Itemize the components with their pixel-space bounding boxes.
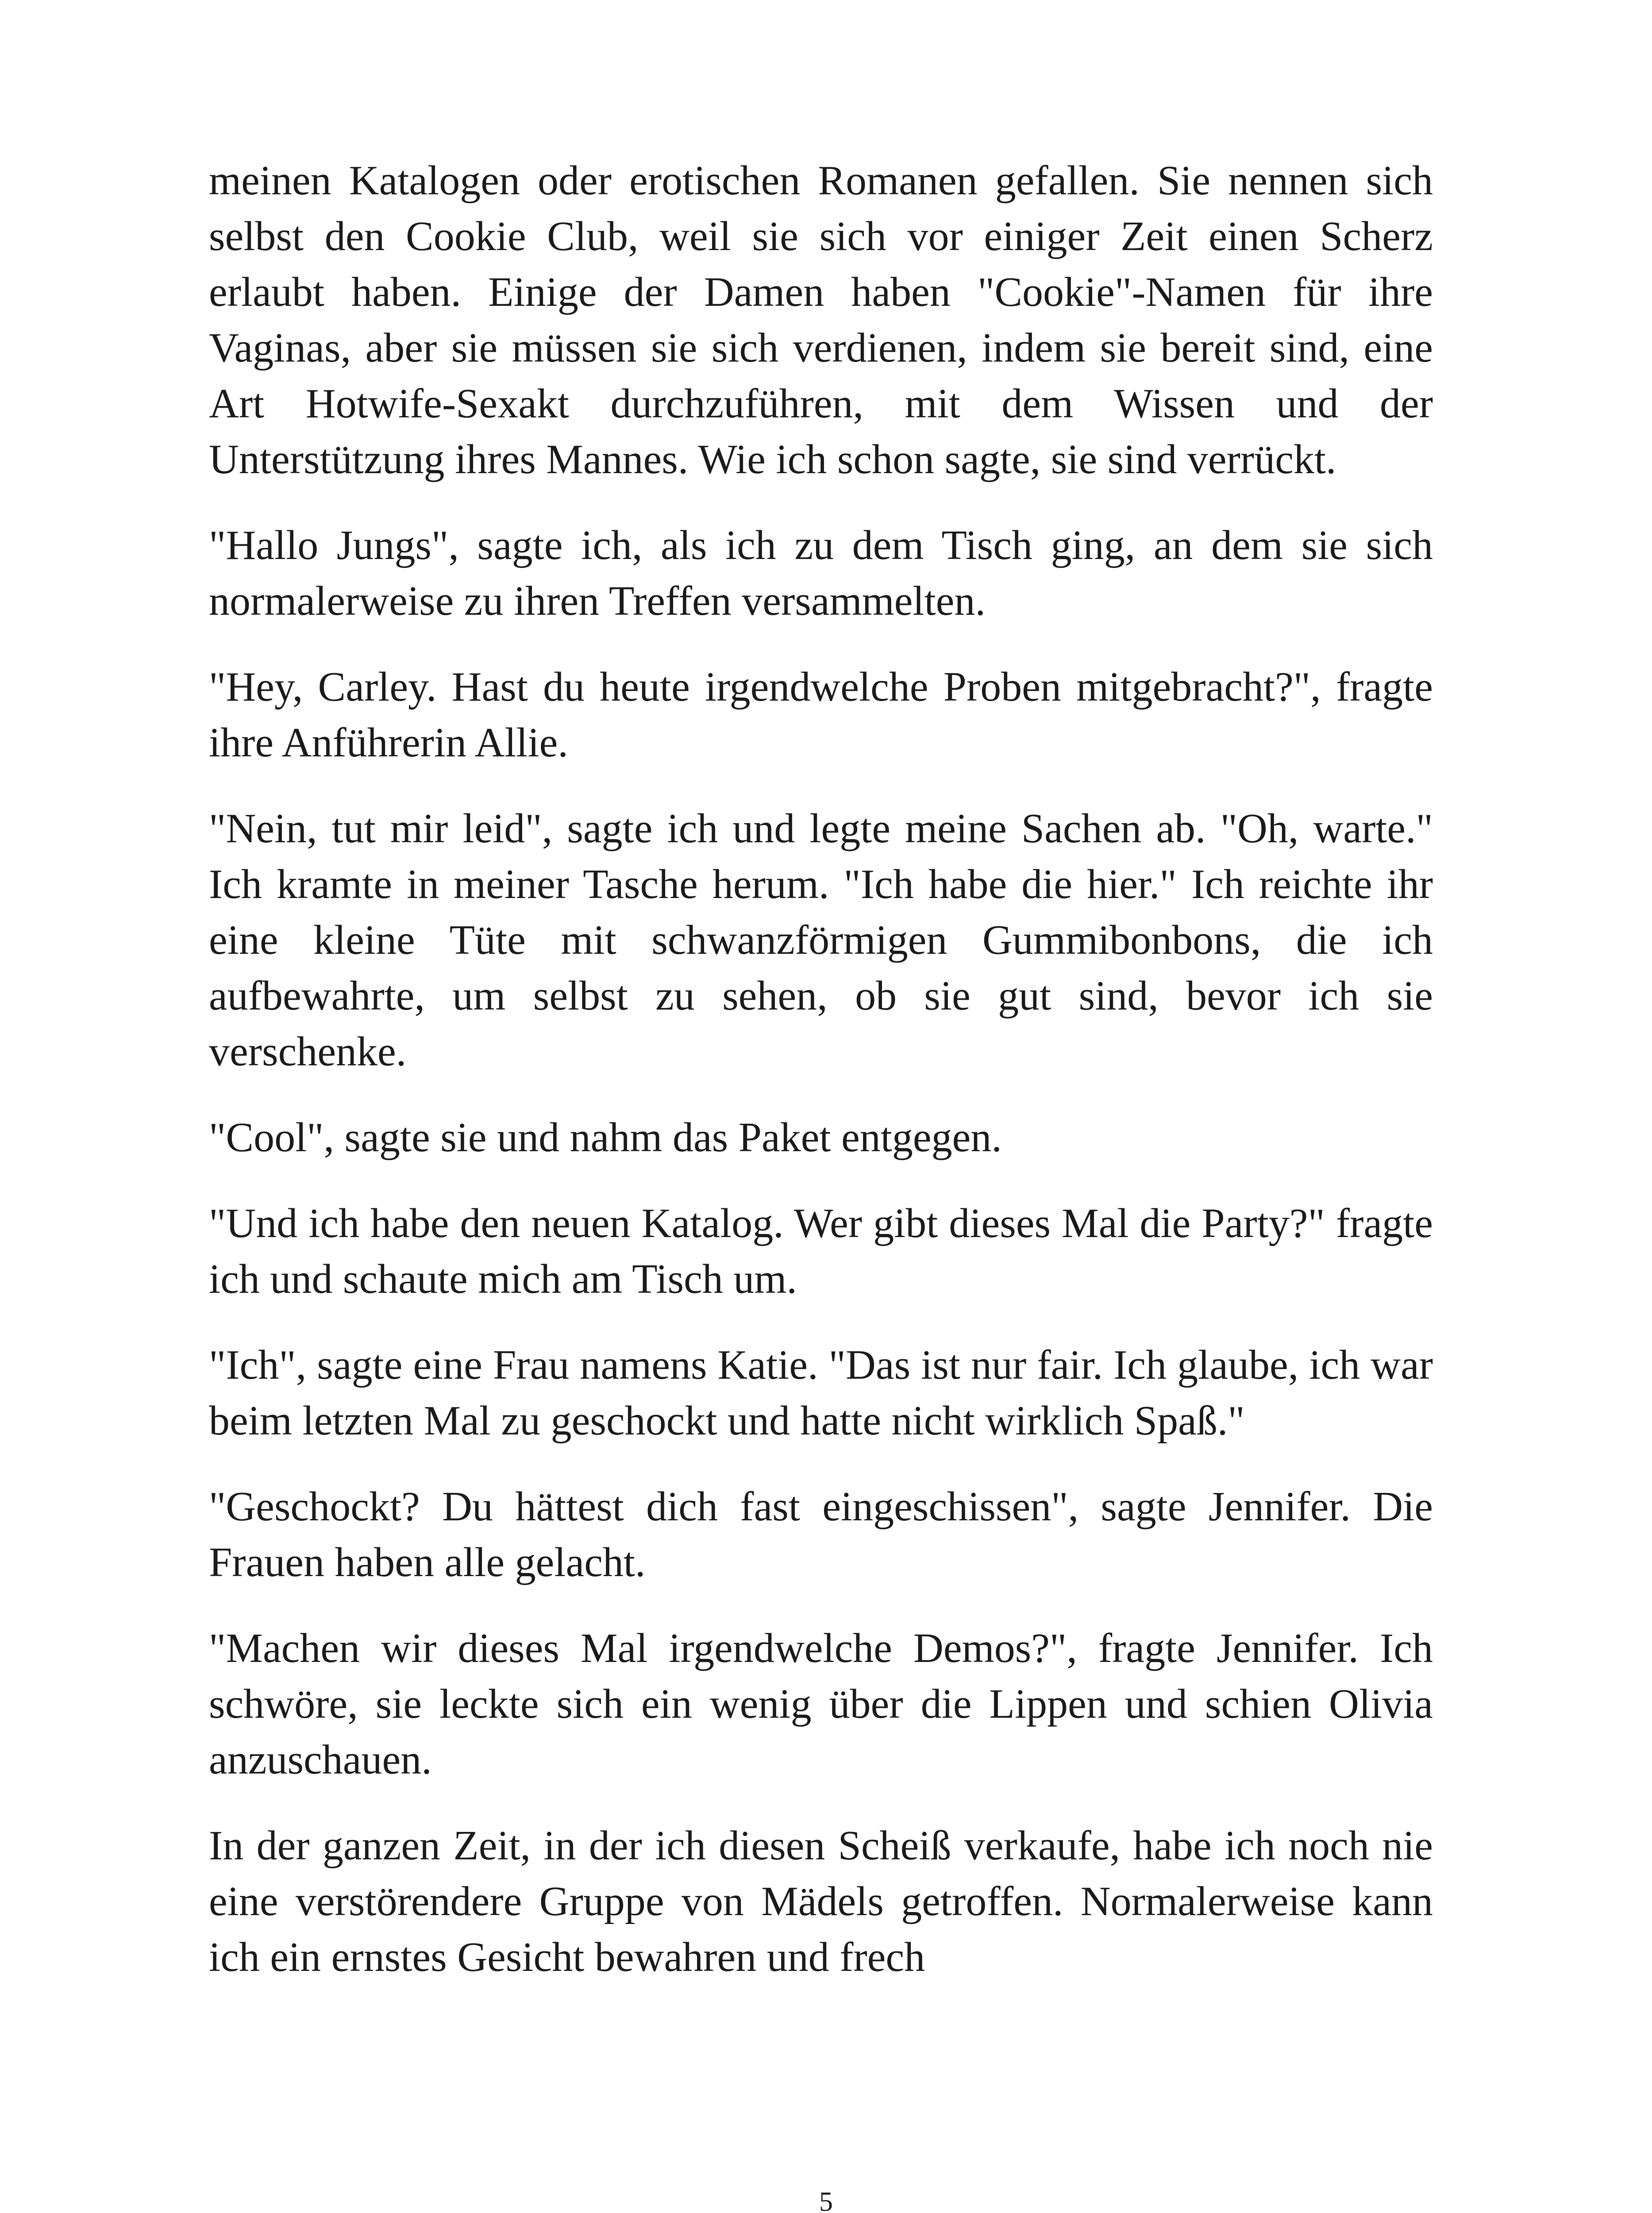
paragraph-1: meinen Katalogen oder erotischen Romanen gefallen. Sie nennen sich selbst den Cookie Club, weil sie sich vor einiger Zeit einen Scherz erlaubt haben. Einige der Damen haben "Cookie"-Namen für ihre Vaginas, aber sie müssen sie sich verdienen, indem sie bereit sind, eine Art Hotwife-Sexakt durchzuführen, mit dem Wissen und der Unterstützung ihres Mannes. Wie ich schon sagte, sie sind verrückt. [209,158,1433,482]
paragraph-7: "Ich", sagte eine Frau namens Katie. "Das ist nur fair. Ich glaube, ich war beim letzten Mal zu geschockt und hatte nicht wirklich Spaß." [209,1342,1433,1444]
paragraph-9: "Machen wir dieses Mal irgendwelche Demos?", fragte Jennifer. Ich schwöre, sie leckte sich ein wenig über die Lippen und schien Olivia anzuschauen. [209,1625,1433,1783]
page-number: 5 [819,2187,833,2213]
body-text [209,153,1433,1985]
paragraph-6: "Und ich habe den neuen Katalog. Wer gibt dieses Mal die Party?" fragte ich und schaute mich am Tisch um. [209,1200,1433,1302]
paragraph-5: "Cool", sagte sie und nahm das Paket entgegen. [209,1114,1002,1160]
paragraph-2: "Hallo Jungs", sagte ich, als ich zu dem Tisch ging, an dem sie sich normalerweise zu ihren Treffen versammelten. [209,522,1433,624]
paragraph-10: In der ganzen Zeit, in der ich diesen Scheiß verkaufe, habe ich noch nie eine verstörendere Gruppe von Mädels getroffen. Normalerweise kann ich ein ernstes Gesicht bewahren und frech [209,1823,1433,1980]
paragraph-4: "Nein, tut mir leid", sagte ich und legte meine Sachen ab. "Oh, warte." Ich kramte in meiner Tasche herum. "Ich habe die hier." Ich reichte ihr eine kleine Tüte mit schwanzförmigen Gummibonbons, die ich aufbewahrte, um selbst zu sehen, ob sie gut sind, bevor ich sie verschenke. [209,806,1433,1075]
paragraph-3: "Hey, Carley. Hast du heute irgendwelche Proben mitgebracht?", fragte ihre Anführerin Allie. [209,664,1433,766]
paragraph-8: "Geschockt? Du hättest dich fast eingeschissen", sagte Jennifer. Die Frauen haben alle gelacht. [209,1484,1433,1585]
